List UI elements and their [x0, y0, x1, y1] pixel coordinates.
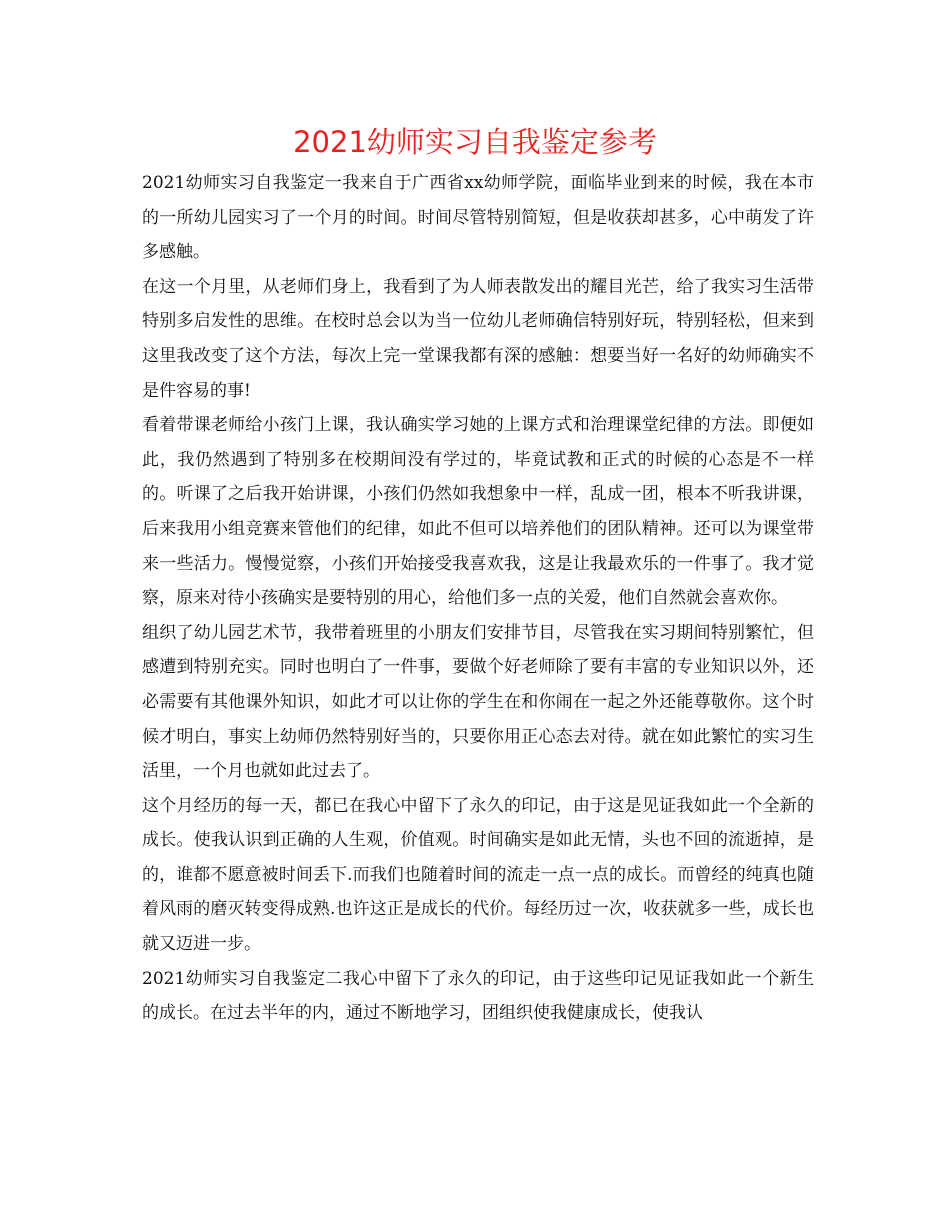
paragraph-5: 这个月经历的每一天，都已在我心中留下了永久的印记，由于这是见证我如此一个全新的成长。使我认识到正确的人生观，价值观。时间确实是如此无情，头也不回的流逝掉，是的，谁都不愿意被时间丢下.而我们也随着时间的流走一点一点的成长。而曾经的纯真也随着风雨的磨灭转变得成熟.也许这正是成长的代价。每经历过一次，收获就多一些，成长也就又迈进一步。 — [142, 795, 814, 955]
paragraph-1: 2021幼师实习自我鉴定一我来自于广西省xx幼师学院，面临毕业到来的时候，我在本市的一所幼儿园实习了一个月的时间。时间尽管特别简短，但是收获却甚多，心中萌发了许多感触。 — [142, 173, 814, 263]
document-title: 2021幼师实习自我鉴定参考 — [293, 125, 657, 159]
paragraph-3: 看着带课老师给小孩门上课，我认确实学习她的上课方式和治理课堂纪律的方法。即便如此，我仍然遇到了特别多在校期间没有学过的，毕竟试教和正式的时候的心态是不一样的。听课了之后我开始讲课，小孩们仍然如我想象中一样，乱成一团，根本不听我讲课，后来我用小组竞赛来管他们的纪律，如此不但可以培养他们的团队精神。还可以为课堂带来一些活力。慢慢觉察，小孩们开始接受我喜欢我，这是让我最欢乐的一件事了。我才觉察，原来对待小孩确实是要特别的用心，给他们多一点的关爱，他们自然就会喜欢你。 — [142, 415, 814, 609]
paragraph-6: 2021幼师实习自我鉴定二我心中留下了永久的印记，由于这些印记见证我如此一个新生的成长。在过去半年的内，通过不断地学习，团组织使我健康成长，使我认 — [142, 968, 814, 1024]
paragraph-4: 组织了幼儿园艺术节，我带着班里的小朋友们安排节目，尽管我在实习期间特别繁忙，但感遭到特别充实。同时也明白了一件事，要做个好老师除了要有丰富的专业知识以外，还必需要有其他课外知识，如此才可以让你的学生在和你闹在一起之外还能尊敬你。这个时候才明白，事实上幼师仍然特别好当的，只要你用正心态去对待。就在如此繁忙的实习生活里，一个月也就如此过去了。 — [142, 622, 814, 782]
document-body — [142, 166, 814, 1031]
paragraph-2: 在这一个月里，从老师们身上，我看到了为人师表散发出的耀目光芒，给了我实习生活带特别多启发性的思维。在校时总会以为当一位幼儿老师确信特别好玩，特别轻松，但来到这里我改变了这个方法，每次上完一堂课我都有深的感触：想要当好一名好的幼师确实不是件容易的事! — [142, 276, 814, 401]
